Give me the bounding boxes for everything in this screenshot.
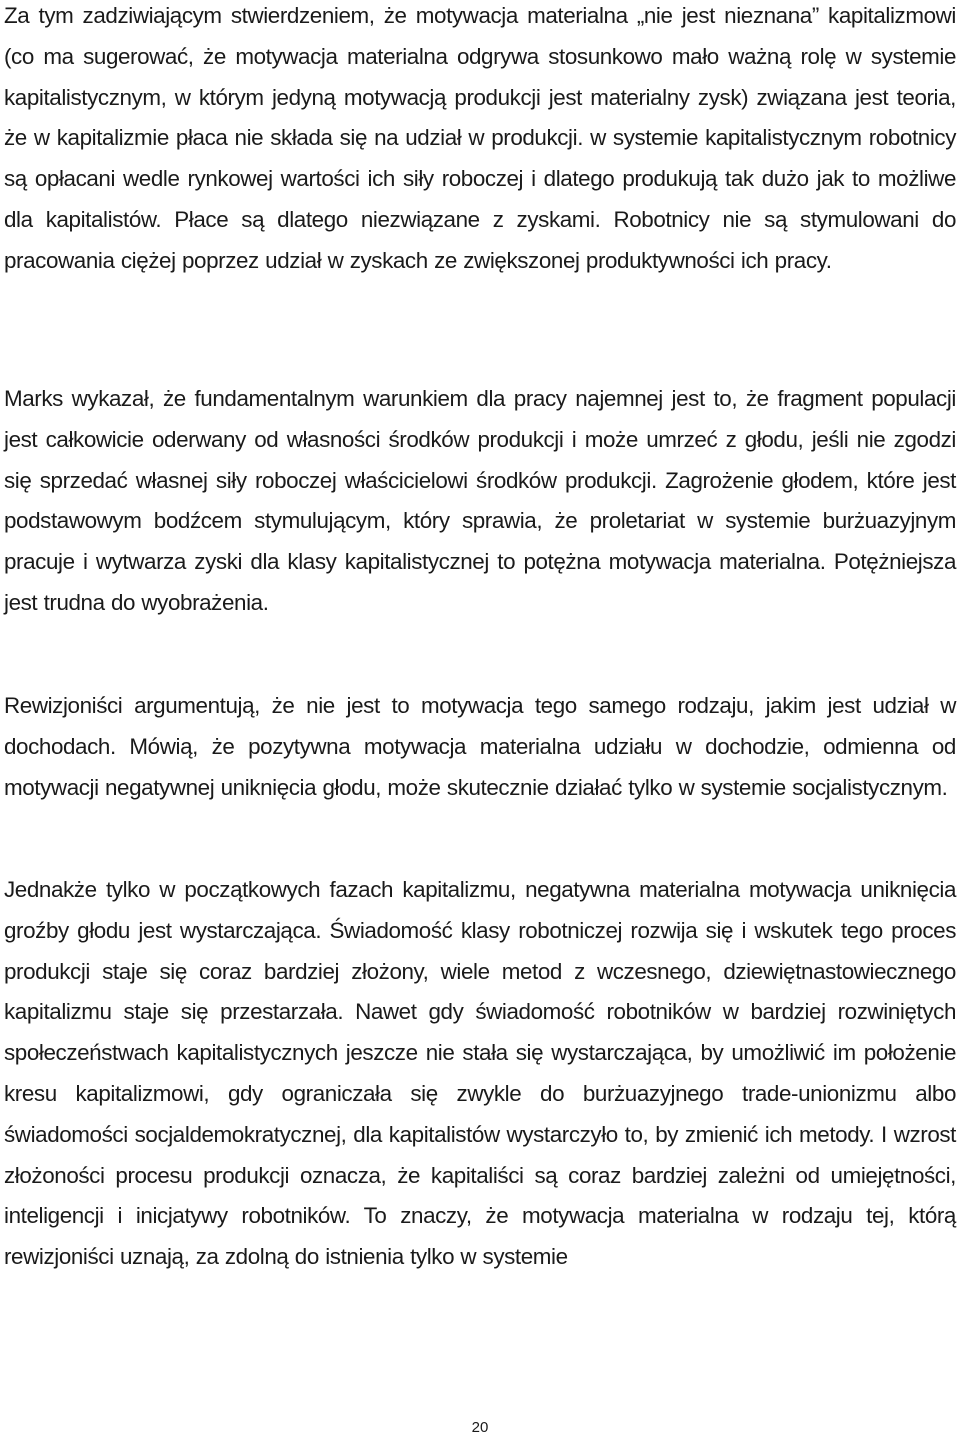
paragraph-3: Rewizjoniści argumentują, że nie jest to motywacja tego samego rodzaju, jakim jest udział w dochodach. Mówią, że pozytywna motywacja materialna udziału w dochodzie, odmienna od motywacji negatywnej uniknięcia głodu, może skutecznie działać tylko w systemie socjalistycznym. <box>4 693 956 800</box>
paragraph-4: Jednakże tylko w początkowych fazach kapitalizmu, negatywna materialna motywacja uniknięcia groźby głodu jest wystarczająca. Świadomość klasy robotniczej rozwija się i wskutek tego proces produkcji staje się coraz bardziej złożony, wiele metod z wczesnego, dziewiętnastowiecznego kapitalizmu staje się przestarzała. Nawet gdy świadomość robotników w bardziej rozwiniętych społeczeństwach kapitalistycznych jeszcze nie stała się wystarczająca, by umożliwić im położenie kresu kapitalizmowi, gdy ograniczała się zwykle do burżuazyjnego trade-unionizmu albo świadomości socjaldemokratycznej, dla kapitalistów wystarczyło to, by zmienić ich metody. I wzrost złożoności procesu produkcji oznacza, że kapitaliści są coraz bardziej zależni od umiejętności, inteligencji i inicjatywy robotników. To znaczy, że motywacja materialna w rodzaju tej, którą rewizjoniści uznają, za zdolną do istnienia tylko w systemie <box>4 877 956 1270</box>
page-number: 20 <box>471 1419 489 1436</box>
paragraph-2: Marks wykazał, że fundamentalnym warunkiem dla pracy najemnej jest to, że fragment populacji jest całkowicie oderwany od własności środków produkcji i może umrzeć z głodu, jeśli nie zgodzi się sprzedać własnej siły roboczej właścicielowi środków produkcji. Zagrożenie głodem, które jest podstawowym bodźcem stymulującym, który sprawia, że proletariat w systemie burżuazyjnym pracuje i wytwarza zyski dla klasy kapitalistycznej to potężna motywacja materialna. Potężniejsza jest trudna do wyobrażenia. <box>4 386 956 615</box>
paragraph-1: Za tym zadziwiającym stwierdzeniem, że motywacja materialna „nie jest nieznana” kapitalizmowi (co ma sugerować, że motywacja materialna odgrywa stosunkowo mało ważną rolę w systemie kapitalistycznym, w którym jedyną motywacją produkcji jest materialny zysk) związana jest teoria, że w kapitalizmie płaca nie składa się na udział w produkcji. w systemie kapitalistycznym robotnicy są opłacani wedle rynkowej wartości ich siły roboczej i dlatego produkują tak dużo jak to możliwe dla kapitalistów. Płace są dlatego niezwiązane z zyskami. Robotnicy nie są stymulowani do pracowania ciężej poprzez udział w zyskach ze zwiększonej produktywności ich pracy. <box>4 3 956 273</box>
